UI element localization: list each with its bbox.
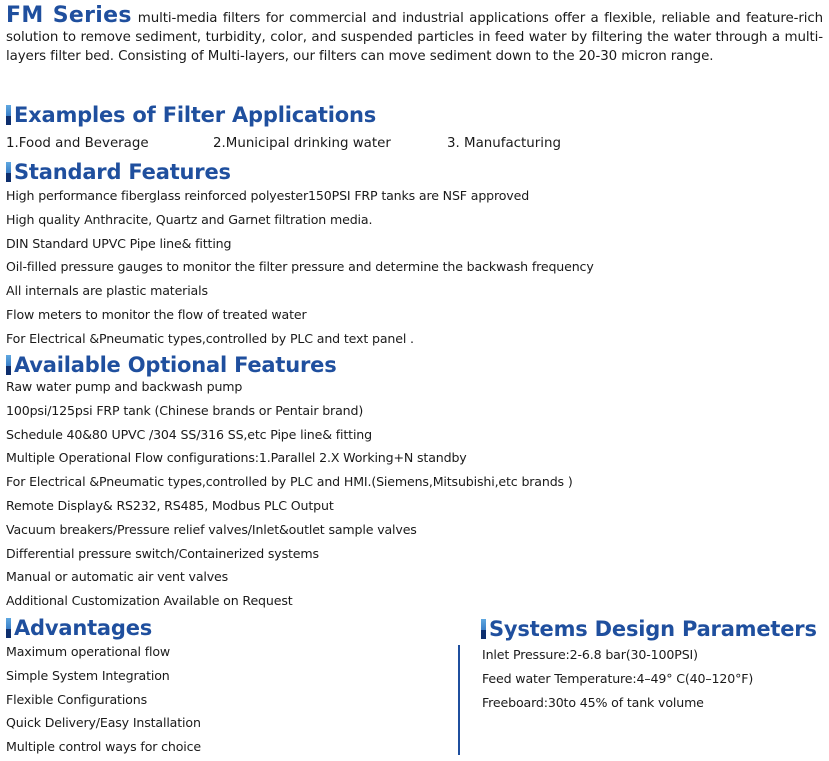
list-item: For Electrical &Pneumatic types,controlled by PLC and HMI.(Siemens,Mitsubishi,etc brands ) xyxy=(6,474,573,490)
list-item: Maximum operational flow xyxy=(6,644,171,659)
list-item: Inlet Pressure:2-6.8 bar(30-100PSI) xyxy=(482,647,698,662)
section-divider xyxy=(458,645,460,755)
advantages-heading-text: Advantages xyxy=(14,616,153,640)
brand-title: FM Series xyxy=(6,3,132,28)
optional-features-heading-text: Available Optional Features xyxy=(14,353,337,377)
list-item: For Electrical &Pneumatic types,controlled by PLC and text panel . xyxy=(6,330,414,346)
list-item: Simple System Integration xyxy=(6,667,170,683)
list-item: Feed water Temperature:4–49° C(40–120°F) xyxy=(482,670,754,686)
list-item: Vacuum breakers/Pressure relief valves/Inlet&outlet sample valves xyxy=(6,521,417,537)
standard-features-heading-text: Standard Features xyxy=(14,160,231,184)
list-item: Schedule 40&80 UPVC /304 SS/316 SS,etc Pipe line& fitting xyxy=(6,426,372,442)
list-item: Multiple Operational Flow configurations:1.Parallel 2.X Working+N standby xyxy=(6,450,467,466)
list-item: Multiple control ways for choice xyxy=(6,739,202,755)
optional-features-heading xyxy=(6,353,337,377)
heading-marker-icon xyxy=(6,162,11,182)
list-item: Raw water pump and backwash pump xyxy=(6,379,243,394)
list-item: Differential pressure switch/Containerized systems xyxy=(6,545,319,561)
application-item: 2.Municipal drinking water xyxy=(213,136,391,151)
list-item: DIN Standard UPVC Pipe line& fitting xyxy=(6,235,232,251)
intro-paragraph xyxy=(6,3,824,66)
list-item: 100psi/125psi FRP tank (Chinese brands or Pentair brand) xyxy=(6,402,364,418)
advantages-list xyxy=(6,642,201,761)
intro-text: multi-media filters for commercial and industrial applications offer a flexible, reliable and feature-rich solution to remove sediment, turbidity, color, and suspended particles in feed water by filtering the water through a multi-layers filter bed. Consisting of Multi-layers, our filters can move sediment down to the 20-30 micron range. xyxy=(6,11,824,64)
standard-features-list xyxy=(6,186,594,353)
application-item: 1.Food and Beverage xyxy=(6,136,149,151)
list-item: High performance fiberglass reinforced polyester150PSI FRP tanks are NSF approved xyxy=(6,188,530,203)
list-item: Freeboard:30to 45% of tank volume xyxy=(482,694,704,710)
list-item: Additional Customization Available on Request xyxy=(6,593,293,609)
list-item: Manual or automatic air vent valves xyxy=(6,569,229,585)
list-item: Flexible Configurations xyxy=(6,691,147,707)
heading-marker-icon xyxy=(6,105,11,125)
optional-features-list xyxy=(6,377,573,615)
list-item: Oil-filled pressure gauges to monitor the filter pressure and determine the backwash frequency xyxy=(6,259,594,275)
heading-marker-icon xyxy=(6,618,11,638)
heading-marker-icon xyxy=(6,355,11,375)
list-item: Remote Display& RS232, RS485, Modbus PLC Output xyxy=(6,497,334,513)
parameters-heading xyxy=(481,617,817,641)
list-item: Flow meters to monitor the flow of treated water xyxy=(6,306,307,322)
application-item: 3. Manufacturing xyxy=(447,136,561,151)
parameters-list xyxy=(482,645,753,716)
list-item: All internals are plastic materials xyxy=(6,283,208,299)
parameters-heading-text: Systems Design Parameters xyxy=(489,617,817,641)
examples-heading-text: Examples of Filter Applications xyxy=(14,103,377,127)
list-item: Quick Delivery/Easy Installation xyxy=(6,715,201,731)
standard-features-heading xyxy=(6,160,231,184)
list-item: High quality Anthracite, Quartz and Garnet filtration media. xyxy=(6,211,373,227)
heading-marker-icon xyxy=(481,619,486,639)
examples-heading xyxy=(6,103,376,127)
advantages-heading xyxy=(6,616,152,640)
